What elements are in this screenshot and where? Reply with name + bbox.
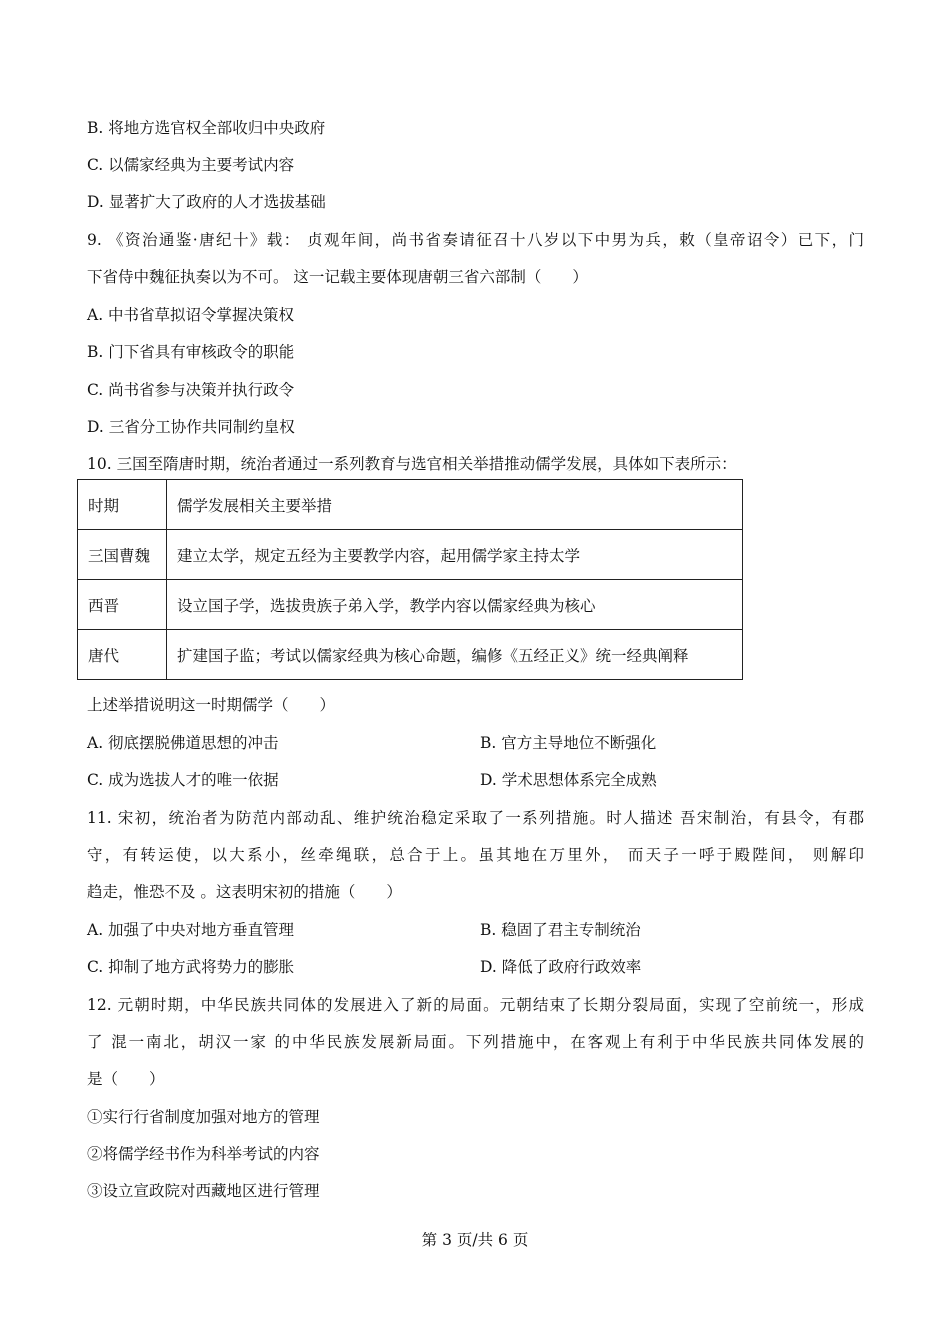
table-cell-period: 三国曹魏: [78, 530, 167, 580]
q10-option-d: D. 学术思想体系完全成熟: [480, 771, 657, 789]
q11-stem-line1: 11. 宋初，统治者为防范内部动乱、维护统治稳定采取了一系列措施。时人描述 吾宋制治，有县令，有郡: [87, 809, 864, 827]
q12-stem-line2: 了 混一南北，胡汉一家 的中华民族发展新局面。下列措施中，在客观上有利于中华民族共同体发展的: [87, 1033, 864, 1051]
q10-question: 上述举措说明这一时期儒学（ ）: [87, 696, 336, 714]
q12-item-3: ③设立宣政院对西藏地区进行管理: [87, 1182, 320, 1200]
table-header-measures: 儒学发展相关主要举措: [167, 480, 743, 530]
q11-stem-line2: 守，有转运使，以大系小，丝牵绳联，总合于上。虽其地在万里外， 而天子一呼于殿陛间， 则解印: [87, 846, 864, 864]
table-cell-measures: 扩建国子监；考试以儒家经典为核心命题，编修《五经正义》统一经典阐释: [167, 630, 743, 680]
table-row: [78, 630, 743, 680]
q9-stem-line2: 下省侍中魏征执奏以为不可。 这一记载主要体现唐朝三省六部制（ ）: [87, 268, 588, 286]
q12-stem-line3: 是（ ）: [87, 1070, 165, 1088]
q8-option-c: C. 以儒家经典为主要考试内容: [87, 156, 295, 174]
q11-option-d: D. 降低了政府行政效率: [480, 958, 642, 976]
q9-stem-line1: 9. 《资治通鉴·唐纪十》载： 贞观年间，尚书省奏请征召十八岁以下中男为兵，敕（皇帝诏令）已下，门: [87, 231, 864, 249]
q10-option-c: C. 成为选拔人才的唯一依据: [87, 771, 279, 789]
page-footer: 第 3 页/共 6 页: [421, 1231, 529, 1249]
q9-option-c: C. 尚书省参与决策并执行政令: [87, 381, 295, 399]
q8-option-b: B. 将地方选官权全部收归中央政府: [87, 119, 326, 137]
q9-option-b: B. 门下省具有审核政令的职能: [87, 343, 295, 361]
table-cell-measures: 设立国子学，选拔贵族子弟入学，教学内容以儒家经典为核心: [167, 580, 743, 630]
table-header-row: [78, 480, 743, 530]
table-row: [78, 530, 743, 580]
q11-option-a: A. 加强了中央对地方垂直管理: [87, 921, 295, 939]
table-cell-measures: 建立太学，规定五经为主要教学内容，起用儒学家主持太学: [167, 530, 743, 580]
table-header-period: 时期: [78, 480, 167, 530]
q11-stem-line3: 趋走，惟恐不及 。这表明宋初的措施（ ）: [87, 883, 402, 901]
q9-option-d: D. 三省分工协作共同制约皇权: [87, 418, 295, 436]
q12-item-1: ①实行行省制度加强对地方的管理: [87, 1108, 320, 1126]
q8-option-d: D. 显著扩大了政府的人才选拔基础: [87, 193, 326, 211]
table-row: [78, 580, 743, 630]
q11-option-c: C. 抑制了地方武将势力的膨胀: [87, 958, 295, 976]
q11-option-b: B. 稳固了君主专制统治: [480, 921, 641, 939]
q10-table: [77, 479, 743, 680]
q10-option-a: A. 彻底摆脱佛道思想的冲击: [87, 734, 279, 752]
q12-item-2: ②将儒学经书作为科举考试的内容: [87, 1145, 320, 1163]
table-cell-period: 西晋: [78, 580, 167, 630]
table-cell-period: 唐代: [78, 630, 167, 680]
q9-option-a: A. 中书省草拟诏令掌握决策权: [87, 306, 295, 324]
q10-stem: 10. 三国至隋唐时期，统治者通过一系列教育与选官相关举措推动儒学发展，具体如下表所示：: [87, 455, 737, 473]
q12-stem-line1: 12. 元朝时期，中华民族共同体的发展进入了新的局面。元朝结束了长期分裂局面，实现了空前统一，形成: [87, 996, 864, 1014]
q10-option-b: B. 官方主导地位不断强化: [480, 734, 657, 752]
